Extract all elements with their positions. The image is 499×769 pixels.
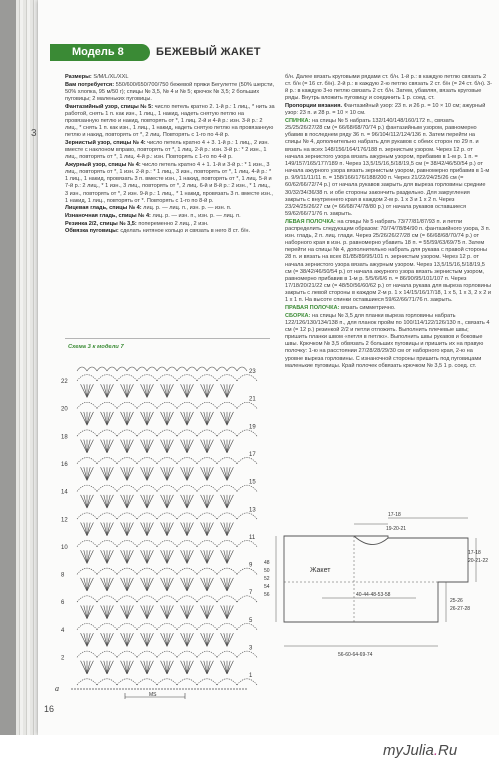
instruction-heading: СПИНКА:: [285, 117, 311, 124]
schematic-outline: [284, 536, 471, 622]
chart-row: [77, 430, 257, 436]
instruction-paragraph: [65, 213, 275, 220]
instruction-paragraph: [65, 205, 275, 212]
left-height-4: 54: [264, 584, 270, 590]
chart-top-scallop: [77, 367, 87, 371]
row-number-right: 19: [249, 424, 256, 431]
instruction-heading: Вам потребуется:: [65, 81, 115, 88]
chart-top-scallop: [97, 367, 107, 371]
binding-shadow: [0, 0, 16, 769]
side-page-number: 3: [31, 128, 37, 139]
section-divider: [65, 338, 270, 339]
row-number-left: 8: [61, 572, 65, 579]
instruction-text: попеременно 2 лиц., 2 изн.: [136, 220, 209, 227]
chart-row: [77, 375, 257, 381]
instruction-paragraph: [65, 162, 275, 205]
instruction-text: на спицы № 3,5 для планки выреза горловины набрать 122/126/130/134/138 п., для планок пройм по 100/114/122/126/130 п., связать 4 см (= 12 р.) резинкой 2/2 и петли отложить. Выполнить плечевые швы; пришить планки швом «петля в петлю». Выполнить швы рукавов и боковые швы. Крючком № 3,5 обвязать 2 больших пуговицы и пришить их на правую полочку: 1-ю на расстоянии 27/28/28/29/30 см от наборного края, 2-ю на уровне выреза горловины. С изнаночной стороны пришить под пуговицами маленькие пуговицы. Край полочек обвязать крючком № 3,5 1 р. соед. ст.: [285, 312, 490, 369]
instruction-heading: СБОРКА:: [285, 312, 311, 319]
instruction-paragraph: [65, 140, 275, 161]
chart-top-scallop: [237, 367, 247, 371]
chart-row: [77, 485, 257, 491]
chart-row: [77, 651, 257, 657]
instruction-text: число петель кратно 2. 1-й р.: 1 лиц., * нить за работой, снять 1 п. как изн., 1 лиц., 1 накид, надеть снятую петлю на провязанную петлю и накид, повторять от *, 1 лиц. 2-й и 4-й р.: изн. 3-й р.: 2 лиц., * снять 1 п. как изн., 1 лиц., 1 накид, надеть снятую петлю на провязанную петлю и накид, повторять от *, 2 лиц. Повторять с 1-го по 4-й р.: [65, 103, 275, 139]
chart-row: [81, 440, 234, 453]
instruction-heading: Размеры:: [65, 74, 92, 80]
instruction-text: вязать симметрично.: [339, 305, 396, 311]
chart-row: [81, 384, 234, 397]
instruction-heading: Изнаночная гладь, спицы № 4:: [65, 212, 151, 219]
instruction-text: Фантазийный узор: 23 п. и 26 р. = 10 × 10 см; ажурный узор: 23 п. и 28 р. = 10 × 10 см.: [285, 103, 486, 117]
chart-row: [81, 606, 234, 619]
chart-row: [77, 568, 257, 574]
crochet-chart: [55, 355, 265, 700]
instruction-heading: Обвязка пуговицы:: [65, 228, 119, 235]
row-number-right: 21: [249, 396, 256, 403]
schematic-label: Жакет: [310, 567, 331, 574]
chart-top-scallop: [87, 367, 97, 371]
instruction-text: на спицы № 5 набрать 132/140/148/160/172 п., связать 25/25/26/27/28 см (= 66/68/68/70/74 р.) фантазийным узором, равномерно убавив в последнем ряду 36 п. = 96/104/112/124/136 п. Затем перейти на спицы № 4, дополнительно набрать для рукавов с обеих сторон по 29 п. и вязать на всех 148/156/164/176/188 п. зернистым узором. Через 12 р. от начала зернистого узора вязать ажурным узором, прибавив в 1-м р. 1 п. = 149/157/165/177/189 п. Через 13,5/15/16,5/18/19,5 см (= 38/42/46/50/54 р.) от начала ажурного узора вязать зернистым узором, равномерно прибавив в 1-м р. 9/9/11/11/11 п. = 158/166/176/188/200 п. Через 21/22/24/25/26 см (= 60/62/66/72/74 р.) от начала рукавов закрыть для выреза горловины средние 30/32/34/36/38 п. и обе стороны закончить раздельно. Для закругления закрыть с внутреннего края в каждом 2-м р. 1 x 3 и 1 x 2 п. Через 23/24/25/26/27 см (= 66/68/74/78/80 р.) от начала рукавов оставшиеся 59/62/66/71/76 п. закрыть.: [285, 117, 490, 217]
row-number-left: 12: [61, 517, 68, 524]
watermark-logo: myJulia.Ru: [383, 742, 458, 759]
row-number-right: 11: [249, 534, 256, 541]
row-number-left: 14: [61, 489, 68, 496]
row-number-left: 10: [61, 544, 68, 551]
row-number-right: 1: [249, 673, 253, 680]
instruction-text: 550/600/650/700/750 бежевой пряжи Бегулетте (50% шерсти, 50% хлопка, 95 м/50 г); спицы № 3,5, № 4 и № 5; крючок № 3,5; 2 больших пуговицы; 2 маленьких пуговицы.: [65, 81, 275, 102]
row-number-left: 6: [61, 600, 65, 607]
row-number-right: 3: [249, 645, 253, 652]
instruction-heading: Лицевая гладь, спицы № 4:: [65, 205, 142, 212]
instruction-paragraph: [65, 104, 275, 140]
top-width-1: 17-18: [388, 512, 401, 518]
chart-row: [81, 550, 234, 563]
chart-top-scallop: [117, 367, 127, 371]
chart-top-scallop: [107, 367, 117, 371]
middle-width: 40-44-48-53-58: [356, 592, 391, 598]
instruction-heading: ЛЕВАЯ ПОЛОЧКА:: [285, 218, 336, 225]
instruction-text: сделать нитяное кольцо и связать в него 8 ст. б/н.: [118, 228, 251, 235]
chart-top-scallop: [197, 367, 207, 371]
instruction-heading: Пропорции вязания.: [285, 103, 343, 110]
chart-row: [77, 541, 257, 547]
instruction-paragraph: [285, 305, 492, 312]
instructions-left-column: [65, 74, 275, 236]
chart-row: [81, 578, 234, 591]
chart-top-scallop: [187, 367, 197, 371]
instruction-text: лиц. р. — изн. п., изн. р. — лиц. п.: [150, 212, 241, 219]
chart-row: [77, 596, 257, 602]
chart-top-scallop: [227, 367, 237, 371]
chart-row: [77, 679, 257, 685]
instruction-paragraph: [65, 228, 275, 235]
chart-top-scallop: [147, 367, 157, 371]
instruction-heading: Зернистый узор, спицы № 4:: [65, 139, 146, 146]
instruction-paragraph: [285, 219, 492, 305]
page-stack-edges: [16, 0, 38, 769]
instruction-heading: ПРАВАЯ ПОЛОЧКА:: [285, 305, 340, 311]
instruction-heading: Ажурный узор, спицы № 4:: [65, 161, 141, 168]
instruction-paragraph: [65, 74, 275, 81]
chart-top-scallop: [127, 367, 137, 371]
row-number-left: 4: [61, 627, 65, 634]
chart-row: [77, 623, 257, 629]
right-top-1: 17-18: [468, 550, 481, 556]
instruction-paragraph: [65, 82, 275, 103]
row-number-right: 5: [249, 617, 253, 624]
instruction-text: S/M/L/XL/XXL: [91, 74, 129, 80]
left-height-1: 48: [264, 560, 270, 566]
instruction-heading: Фантазийный узор, спицы № 5:: [65, 103, 154, 110]
row-number-left: 2: [61, 655, 65, 662]
instruction-text: лиц. р. — лиц. п., изн. р. — изн. п.: [141, 205, 232, 212]
instruction-paragraph: [285, 103, 492, 117]
row-number-left: 16: [61, 461, 68, 468]
left-height-2: 50: [264, 568, 270, 574]
chart-row: [77, 513, 257, 519]
row-number-left: 18: [61, 434, 68, 441]
left-height-5: 56: [264, 592, 270, 598]
row-number-right: 17: [249, 451, 256, 458]
chart-row: [77, 402, 257, 408]
row-number-left: 22: [61, 379, 68, 385]
chart-caption: Схема 3 к модели 7: [68, 344, 124, 350]
bottom-width: 56-60-64-69-74: [338, 652, 373, 658]
top-width-2: 19-20-21: [386, 526, 407, 532]
chart-start-marker: a: [55, 684, 59, 693]
chart-top-scallop: [157, 367, 167, 371]
row-number-right: 13: [249, 507, 256, 514]
right-bottom-1: 25-26: [450, 598, 463, 604]
instruction-text: на спицы № 5 набрать 73/77/81/87/93 п. и петли распределить следующим образом: 70/74/78/84/90 п. фантазийного узора, 3 п. изн. гладь, 2 п. лиц. глади. Через 25/26/26/27/28 см (= 66/68/68/70/74 р.) от наборного края в изн. р. равномерно убавить 18 п. = 55/59/63/69/75 п. Затем перейти на спицы № 4, дополнительно набрать для рукава с правой стороны 28 п. и вязать на всех 81/85/89/95/101 п. зернистым узором. Через 12 р. от начала зернистого узора вязать ажурным узором. Через 13,5/15/16,5/18/19,5 см (= 38/42/46/50/54 р.) от начала ажурного узора вязать зернистым узором, равномерно прибавив в 1-м р. 5/5/6/6/6 п. = 86/90/95/101/107 п. Через 17/18/20/21/22 см (= 48/50/56/60/62 р.) от начала рукава для выреза горловины закрыть с левой стороны в каждом 2-м р. 1 x 14/15/16/17/18, 1 x 5, 1 x 3, 2 x 2 и 1 x 1 п. На высоте спинки оставшиеся 59/62/66/71/76 п. закрыть.: [285, 218, 492, 304]
instruction-text: число петель кратно 4 + 3. 1-й р.: 1 лиц., 2 изн. вместе с наклоном вправо, повторять от *, 1 лиц. 2-й р.: изн. 3-й р.: * 2 изн., 1 лиц., повторять от *, 1 лиц. 4-й р.: изн. Повторять с 1-го по 4-й р.: [65, 139, 269, 161]
chart-top-scallop: [207, 367, 217, 371]
jacket-schematic: [262, 512, 494, 682]
chart-row: [81, 495, 234, 508]
right-top-2: 20-21-22: [468, 558, 489, 564]
instruction-text: число петель кратно 4 + 1. 1-й и 3-й р.: * 1 изн., 3 лиц., повторять от *, 1 изн. 2-й р.: * 1 лиц., 3 изн., повторять от *, 1 лиц. 4-й р.: * 1 лиц., 1 накид, провязать 3 п. вместе изн., 1 накид, повторять от *, 1 лиц. 5-й и 7-й р.: 2 лиц., * 1 изн., 3 лиц., повторять от *, 2 лиц. 6-й и 8-й р.: 2 изн., * 1 лиц., 3 изн., повторять от *, 2 изн. 9-й р.: 1 лиц., * 1 накид, провязать 3 п. вместе изн., 1 накид, 1 лиц., повторять от *. Повторять с 1-го по 8-й р.: [65, 161, 273, 204]
instruction-text: б/н. Далее вязать круговыми рядами ст. б/н. 1-й р.: в каждую петлю связать 2 ст. б/н (= 16 ст. б/н). 2-й р.: в каждую 2-ю петлю связать 2 ст. б/н (= 24 ст. б/н). 3-й р.: в каждую 3-ю петлю связать 2 ст. б/н. Затем, убавляя, вязать круговые ряды. Внутрь вложить пуговицу и соединить 1 р. соед. ст.: [285, 74, 493, 102]
page-title: БЕЖЕВЫЙ ЖАКЕТ: [156, 46, 261, 58]
chart-top-scallop: [167, 367, 177, 371]
chart-top-scallop: [217, 367, 227, 371]
left-height-3: 52: [264, 576, 270, 582]
chart-row: [81, 633, 234, 646]
schematic-neckline: [354, 536, 388, 545]
instruction-paragraph: [65, 221, 275, 228]
page-number: 16: [44, 704, 55, 714]
repeat-label: MS: [149, 692, 157, 698]
chart-row: [81, 467, 234, 480]
chart-row: [81, 412, 234, 425]
model-banner: Модель 8: [50, 44, 150, 61]
row-number-right: 7: [249, 590, 253, 597]
right-bottom-2: 26-27-28: [450, 606, 471, 612]
row-number-right: 15: [249, 479, 256, 486]
instructions-right-column: [285, 74, 492, 370]
row-number-right: 9: [249, 562, 253, 569]
chart-top-scallop: [137, 367, 147, 371]
instruction-paragraph: [285, 74, 492, 103]
chart-row: [81, 661, 234, 674]
row-number-right: 23: [249, 369, 256, 375]
instruction-paragraph: [285, 313, 492, 370]
instruction-heading: Резинка 2/2, спицы № 3,5:: [65, 220, 137, 227]
instruction-paragraph: [285, 118, 492, 218]
row-number-left: 20: [61, 406, 68, 413]
chart-row: [81, 523, 234, 536]
chart-row: [77, 458, 257, 464]
chart-top-scallop: [177, 367, 187, 371]
